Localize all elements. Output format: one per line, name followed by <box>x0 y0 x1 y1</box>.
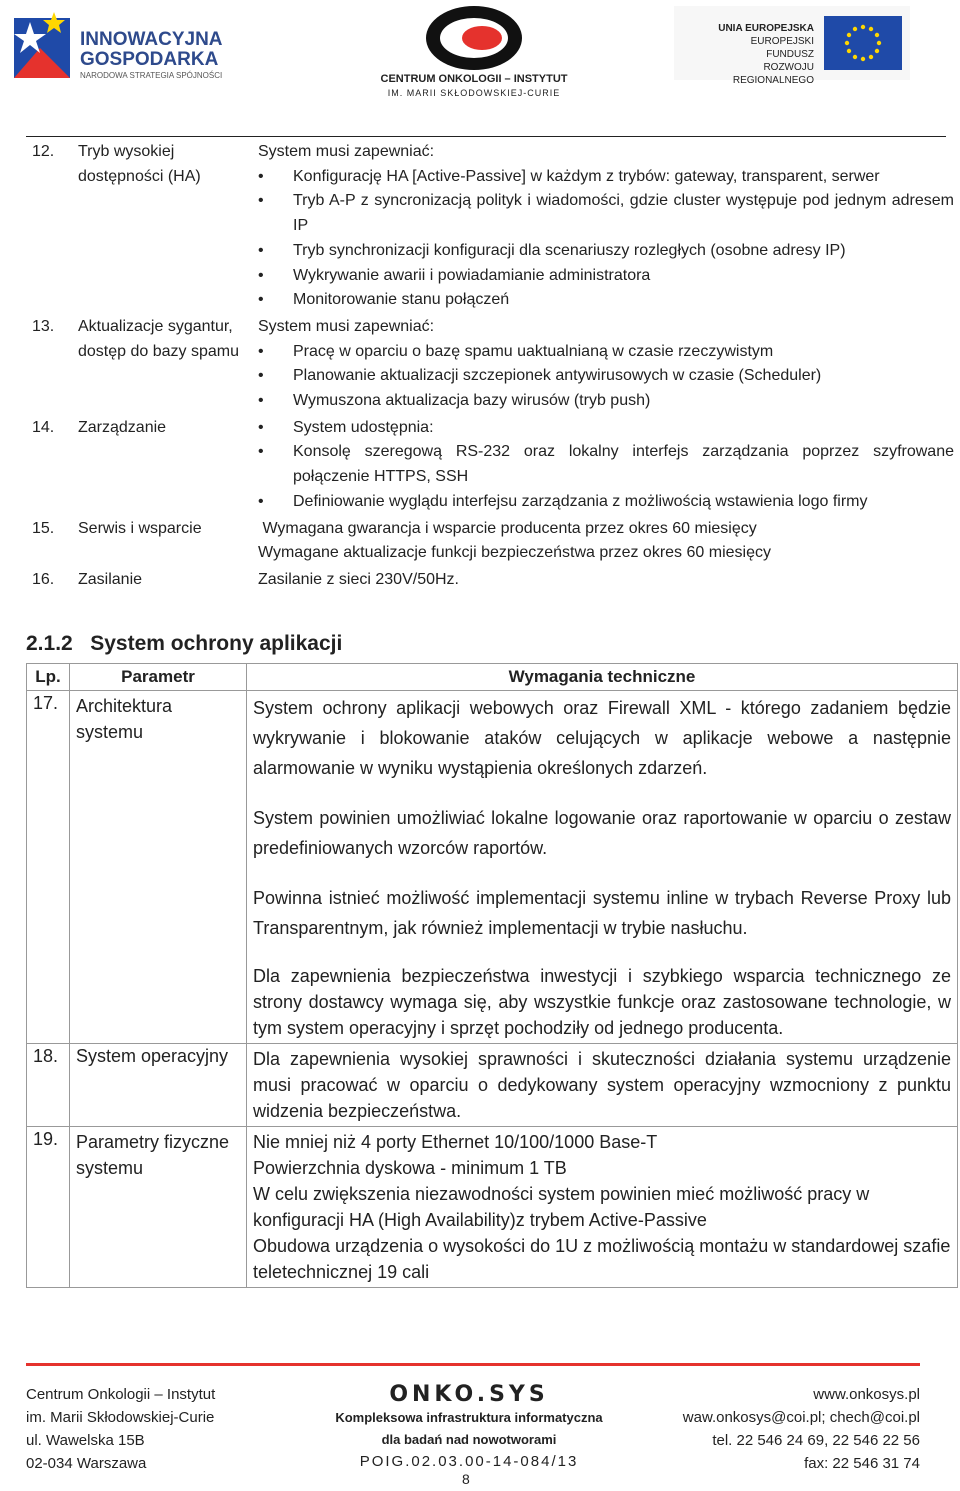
eu-flag-icon <box>824 16 902 70</box>
list-item: • Konsolę szeregową RS-232 oraz lokalny interfejs zarządzania poprzez szyfrowane połączenie HTTPS, SSH <box>258 440 954 489</box>
ue-line1: UNIA EUROPEJSKA <box>718 23 814 34</box>
table-row <box>26 414 958 515</box>
table-row <box>26 515 958 566</box>
row-requirements <box>254 414 958 515</box>
requirement-paragraph: Dla zapewnienia bezpieczeństwa inwestycji i szybkiego wsparcia technicznego ze strony dostawcy wymaga się, aby wszystkie funkcje oraz zastosowane technologie, w tym system operacyjny i sprzęt pochodziły od jednego producenta. <box>253 966 951 1038</box>
requirement-line: Wymagana gwarancja i wsparcie producenta przez okres 60 miesięcy <box>258 519 757 537</box>
table-row <box>26 566 958 593</box>
row-requirements <box>247 1044 958 1127</box>
footer-line: Kompleksowa infrastruktura informatyczna <box>335 1410 603 1425</box>
table-top-rule <box>26 136 946 137</box>
requirement-paragraph: Dla zapewnienia wysokiej sprawności i skuteczności działania systemu urządzenie musi pracować w oparciu o dedykowany system operacyjny wzmocniony z punktu widzenia bezpieczeństwa. <box>253 1049 951 1121</box>
list-item: • Planowanie aktualizacji szczepionek antywirusowych w czasie (Scheduler) <box>258 364 954 389</box>
footer-line: dla badań nad nowotworami <box>381 1432 557 1447</box>
row-number: 16. <box>32 570 55 588</box>
ue-line2: EUROPEJSKI FUNDUSZ <box>750 36 814 60</box>
row-number: 12. <box>32 143 55 160</box>
requirement-line: Obudowa urządzenia o wysokości do 1U z możliwością montażu w standardowej szafie teletechnicznej 19 cali <box>253 1236 951 1282</box>
footer-divider <box>26 1363 920 1366</box>
centrum-onkologii-logo <box>376 4 572 100</box>
footer-line: tel. 22 546 24 69, 22 546 22 56 <box>712 1432 920 1449</box>
row-number: 18. <box>27 1044 70 1127</box>
table-row <box>26 138 958 313</box>
row-number: 14. <box>32 418 55 436</box>
list-item: • System udostępnia: <box>258 416 954 441</box>
row-parameter: Tryb wysokiej dostępności (HA) <box>78 143 201 185</box>
table-header-row <box>27 664 958 691</box>
row-parameter: Zarządzanie <box>78 418 167 436</box>
table-row <box>26 313 958 414</box>
footer-link[interactable]: www.onkosys.pl <box>813 1386 920 1403</box>
requirement-paragraph: System powinien umożliwiać lokalne logowanie oraz raportowanie w oparciu o zestaw predefiniowanych wzorców raportów. <box>253 808 951 858</box>
row-number: 13. <box>32 317 55 335</box>
bullet-list <box>258 165 954 313</box>
row-intro: System musi zapewniać: <box>258 143 435 160</box>
row-parameter: Zasilanie <box>78 570 143 588</box>
list-item: • Konfigurację HA [Active-Passive] w każdym z trybów: gateway, transparent, serwer <box>258 165 954 190</box>
footer-line: im. Marii Skłodowskiej-Curie <box>26 1409 215 1426</box>
table-row <box>27 1127 958 1288</box>
list-item: • Tryb A-P z syncronizacją polityk i wiadomości, gdzie cluster występuje pod jednym adresem IP <box>258 189 954 238</box>
onkosys-brand: ONKO.SYS <box>389 1382 549 1407</box>
row-parameter: System operacyjny <box>70 1044 247 1127</box>
list-item: • Wymuszona aktualizacja bazy wirusów (tryb push) <box>258 389 954 414</box>
ig-line3: NARODOWA STRATEGIA SPÓJNOŚCI <box>80 71 223 80</box>
footer-line: fax: 22 546 31 74 <box>804 1455 920 1472</box>
footer-line: POIG.02.03.00-14-084/13 <box>359 1453 579 1470</box>
ue-line3: ROZWOJU REGIONALNEGO <box>732 62 814 86</box>
row-requirements <box>247 691 958 1044</box>
row-number: 17. <box>27 691 70 1044</box>
bullet-list <box>258 340 954 414</box>
row-requirements <box>254 515 958 566</box>
row-parameter: Architektura systemu <box>70 691 247 1044</box>
ig-line1: INNOWACYJNA <box>80 29 223 50</box>
bullet-list <box>258 416 954 515</box>
list-item: • Pracę w oparciu o bazę spamu uaktualnianą w czasie rzeczywistym <box>258 340 954 365</box>
requirement-line: Nie mniej niż 4 porty Ethernet 10/100/1000 Base-T <box>253 1132 658 1152</box>
requirements-table-1 <box>26 138 958 593</box>
footer-link[interactable]: waw.onkosys@coi.pl; chech@coi.pl <box>682 1409 920 1426</box>
row-requirements <box>254 138 958 313</box>
section-title: System ochrony aplikacji <box>90 632 343 655</box>
requirement-line: Zasilanie z sieci 230V/50Hz. <box>258 570 459 588</box>
row-intro: System musi zapewniać: <box>258 317 435 335</box>
footer-line: ul. Wawelska 15B <box>26 1432 145 1449</box>
row-number: 19. <box>27 1127 70 1288</box>
list-item: • Monitorowanie stanu połączeń <box>258 288 954 313</box>
co-line2: IM. MARII SKŁODOWSKIEJ-CURIE <box>387 88 561 98</box>
ig-star-emblem-icon <box>10 8 80 90</box>
row-requirements <box>247 1127 958 1288</box>
footer-line: 02-034 Warszawa <box>26 1455 147 1472</box>
co-emblem-icon <box>424 4 524 74</box>
list-item: • Wykrywanie awarii i powiadamianie administratora <box>258 264 954 289</box>
page-number: 8 <box>462 1471 470 1487</box>
column-header-lp: Lp. <box>27 664 70 691</box>
table-row <box>27 1044 958 1127</box>
row-parameter: Aktualizacje sygantur, dostęp do bazy spamu <box>78 317 239 360</box>
table-row <box>27 691 958 1044</box>
footer-contact <box>683 1383 920 1475</box>
section-heading <box>26 632 342 656</box>
list-item: • Definiowanie wyglądu interfejsu zarządzania z możliwością wstawienia logo firmy <box>258 490 954 515</box>
section-number: 2.1.2 <box>26 632 73 655</box>
ig-line2: GOSPODARKA <box>80 49 219 70</box>
requirement-paragraph: Powinna istnieć możliwość implementacji systemu inline w trybach Reverse Proxy lub Transparentnym, jak również implementacji w trybie nasłuchu. <box>253 888 951 938</box>
row-parameter: Serwis i wsparcie <box>78 519 202 537</box>
requirement-line: Powierzchnia dyskowa - minimum 1 TB <box>253 1158 567 1178</box>
unia-europejska-logo <box>674 6 910 86</box>
footer-address <box>26 1383 215 1475</box>
column-header-parametr: Parametr <box>70 664 247 691</box>
requirement-line: Wymagane aktualizacje funkcji bezpieczeństwa przez okres 60 miesięcy <box>258 544 771 562</box>
requirements-table-2 <box>26 663 958 1288</box>
footer-project <box>296 1383 642 1473</box>
page-header <box>0 0 960 110</box>
co-line1: CENTRUM ONKOLOGII – INSTYTUT <box>380 73 568 85</box>
requirement-line: W celu zwiększenia niezawodności system powinien mieć możliwość pracy w konfiguracji HA (High Availability)z trybem Active-Passive <box>253 1184 870 1230</box>
row-requirements <box>254 566 958 593</box>
row-requirements <box>254 313 958 414</box>
page-footer <box>26 1363 920 1483</box>
requirement-paragraph: System ochrony aplikacji webowych oraz Firewall XML - którego zadaniem będzie wykrywanie i blokowanie ataków celujących w aplikacje webowe a następnie alarmowanie w wyniku wystąpienia określonych zdarzeń. <box>253 698 951 778</box>
row-parameter: Parametry fizyczne systemu <box>70 1127 247 1288</box>
list-item: • Tryb synchronizacji konfiguracji dla scenariuszy rozległych (osobne adresy IP) <box>258 239 954 264</box>
row-number: 15. <box>32 519 55 537</box>
innowacyjna-gospodarka-logo <box>10 8 250 90</box>
footer-line: Centrum Onkologii – Instytut <box>26 1386 216 1403</box>
column-header-wymagania: Wymagania techniczne <box>247 664 958 691</box>
